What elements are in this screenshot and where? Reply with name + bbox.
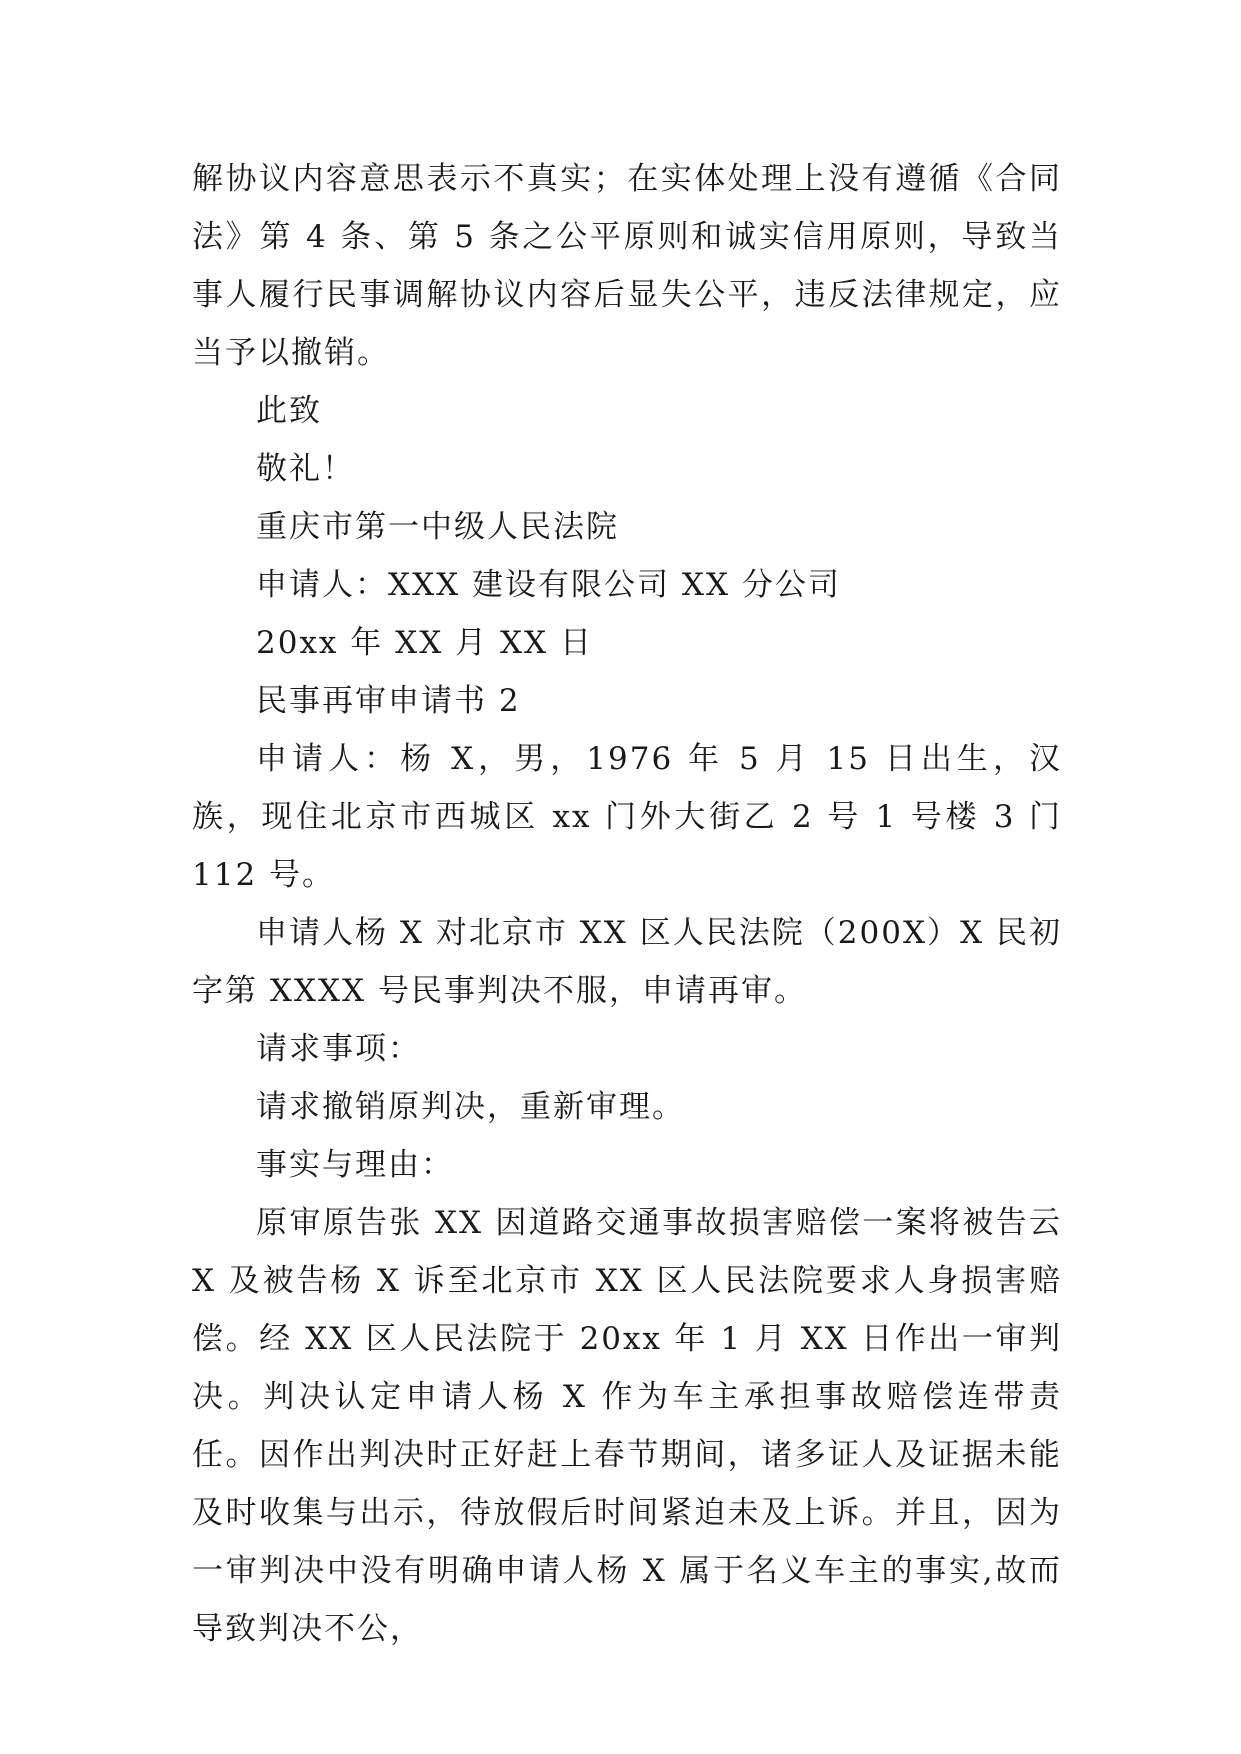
closing-regards: 敬礼！ [256,451,355,487]
applicant-signature: 申请人：XXX 建设有限公司 XX 分公司 [256,567,841,603]
request-items-content: 请求撤销原判决，重新审理。 [256,1089,685,1125]
applicant-info: 申请人：杨 X，男，1976 年 5 月 15 日出生，汉族，现住北京市西城区 xx 门外大街乙 2 号 1 号楼 3 门 112 号。 [192,741,1062,893]
facts-reasons-content: 原审原告张 XX 因道路交通事故损害赔偿一案将被告云 X 及被告杨 X 诉至北京市 XX 区人民法院要求人身损害赔偿。经 XX 区人民法院于 20xx 年 1 月 XX 日作出一审判决。判决认定申请人杨 X 作为车主承担事故赔偿连带责任。因作出判决时正好赶上春节期间，诸多证人及证据未能及时收集与出示，待放假后时间紧迫未及上诉。并且，因为一审判决中没有明确申请人杨 X 属于名义车主的事实,故而导致判决不公， [192,1205,1062,1647]
paragraph-continuation: 解协议内容意思表示不真实；在实体处理上没有遵循《合同法》第 4 条、第 5 条之公平原则和诚实信用原则，导致当事人履行民事调解协议内容后显失公平，违反法律规定，应当予以撤销。 [192,161,1062,371]
closing-salutation: 此致 [256,393,322,429]
retrial-application-statement: 申请人杨 X 对北京市 XX 区人民法院（200X）X 民初字第 XXXX 号民事判决不服，申请再审。 [192,915,1062,1009]
document-body [192,150,1062,1658]
court-addressee: 重庆市第一中级人民法院 [256,509,619,545]
request-items-heading: 请求事项： [256,1031,421,1067]
signature-date: 20xx 年 XX 月 XX 日 [256,625,593,661]
document-heading: 民事再审申请书 2 [256,683,521,719]
facts-reasons-heading: 事实与理由： [256,1147,454,1183]
